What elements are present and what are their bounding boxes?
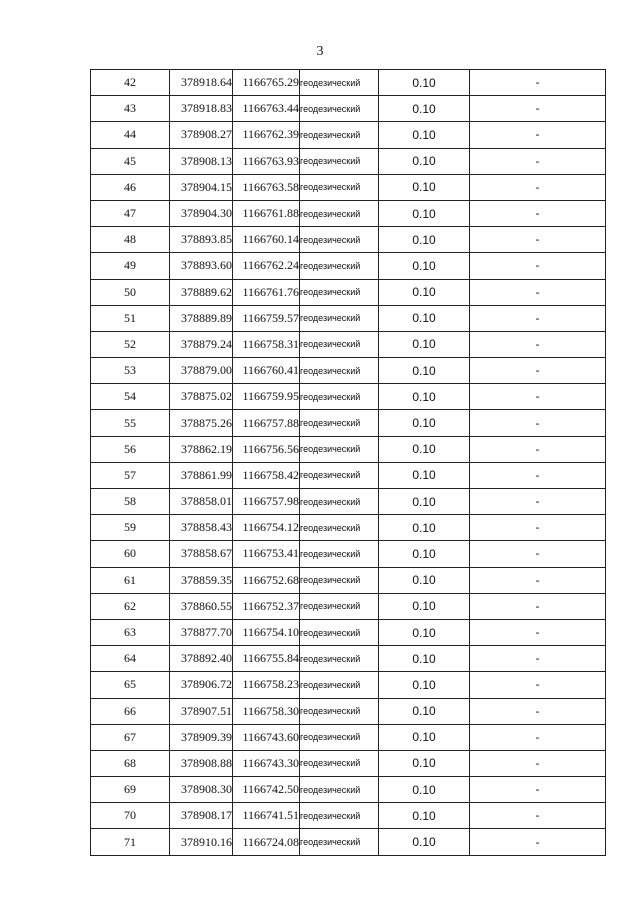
y-coordinate-cell: 1166763.44 — [233, 96, 300, 122]
point-number-cell: 53 — [91, 358, 170, 384]
x-coordinate-cell: 378861.99 — [170, 462, 233, 488]
table-row — [91, 619, 606, 645]
accuracy-cell: 0.10 — [379, 122, 470, 148]
y-coordinate-cell: 1166758.23 — [233, 672, 300, 698]
point-number-cell: 47 — [91, 200, 170, 226]
x-coordinate-cell: 378893.60 — [170, 253, 233, 279]
table-row — [91, 436, 606, 462]
method-cell: геодезический — [300, 593, 379, 619]
table-row — [91, 122, 606, 148]
table-row — [91, 777, 606, 803]
method-cell: геодезический — [300, 829, 379, 855]
point-number-cell: 48 — [91, 227, 170, 253]
method-cell: геодезический — [300, 227, 379, 253]
note-cell: - — [470, 672, 606, 698]
method-cell: геодезический — [300, 777, 379, 803]
note-cell: - — [470, 750, 606, 776]
x-coordinate-cell: 378908.13 — [170, 148, 233, 174]
accuracy-cell: 0.10 — [379, 646, 470, 672]
method-cell: геодезический — [300, 541, 379, 567]
note-cell: - — [470, 331, 606, 357]
note-cell: - — [470, 541, 606, 567]
note-cell: - — [470, 489, 606, 515]
note-cell: - — [470, 646, 606, 672]
point-number-cell: 45 — [91, 148, 170, 174]
note-cell: - — [470, 70, 606, 96]
y-coordinate-cell: 1166758.30 — [233, 698, 300, 724]
method-cell: геодезический — [300, 148, 379, 174]
accuracy-cell: 0.10 — [379, 541, 470, 567]
table-row — [91, 279, 606, 305]
x-coordinate-cell: 378877.70 — [170, 619, 233, 645]
method-cell: геодезический — [300, 331, 379, 357]
method-cell: геодезический — [300, 358, 379, 384]
note-cell: - — [470, 358, 606, 384]
x-coordinate-cell: 378893.85 — [170, 227, 233, 253]
accuracy-cell: 0.10 — [379, 96, 470, 122]
accuracy-cell: 0.10 — [379, 305, 470, 331]
accuracy-cell: 0.10 — [379, 777, 470, 803]
y-coordinate-cell: 1166752.68 — [233, 567, 300, 593]
table-row — [91, 515, 606, 541]
x-coordinate-cell: 378889.89 — [170, 305, 233, 331]
y-coordinate-cell: 1166724.08 — [233, 829, 300, 855]
accuracy-cell: 0.10 — [379, 803, 470, 829]
note-cell: - — [470, 96, 606, 122]
x-coordinate-cell: 378860.55 — [170, 593, 233, 619]
y-coordinate-cell: 1166742.50 — [233, 777, 300, 803]
y-coordinate-cell: 1166759.57 — [233, 305, 300, 331]
table-row — [91, 750, 606, 776]
note-cell: - — [470, 200, 606, 226]
method-cell: геодезический — [300, 200, 379, 226]
y-coordinate-cell: 1166752.37 — [233, 593, 300, 619]
x-coordinate-cell: 378858.01 — [170, 489, 233, 515]
note-cell: - — [470, 515, 606, 541]
table-row — [91, 462, 606, 488]
accuracy-cell: 0.10 — [379, 227, 470, 253]
method-cell: геодезический — [300, 436, 379, 462]
y-coordinate-cell: 1166759.95 — [233, 384, 300, 410]
method-cell: геодезический — [300, 567, 379, 593]
y-coordinate-cell: 1166757.98 — [233, 489, 300, 515]
x-coordinate-cell: 378879.00 — [170, 358, 233, 384]
method-cell: геодезический — [300, 515, 379, 541]
y-coordinate-cell: 1166760.41 — [233, 358, 300, 384]
point-number-cell: 50 — [91, 279, 170, 305]
point-number-cell: 49 — [91, 253, 170, 279]
point-number-cell: 64 — [91, 646, 170, 672]
accuracy-cell: 0.10 — [379, 829, 470, 855]
note-cell: - — [470, 122, 606, 148]
accuracy-cell: 0.10 — [379, 70, 470, 96]
method-cell: геодезический — [300, 174, 379, 200]
y-coordinate-cell: 1166761.88 — [233, 200, 300, 226]
table-row — [91, 541, 606, 567]
accuracy-cell: 0.10 — [379, 358, 470, 384]
coordinates-table — [90, 69, 606, 856]
table-row — [91, 331, 606, 357]
method-cell: геодезический — [300, 646, 379, 672]
table-row — [91, 829, 606, 855]
y-coordinate-cell: 1166743.60 — [233, 724, 300, 750]
x-coordinate-cell: 378918.83 — [170, 96, 233, 122]
accuracy-cell: 0.10 — [379, 750, 470, 776]
point-number-cell: 42 — [91, 70, 170, 96]
note-cell: - — [470, 462, 606, 488]
table-row — [91, 200, 606, 226]
accuracy-cell: 0.10 — [379, 200, 470, 226]
table-row — [91, 148, 606, 174]
x-coordinate-cell: 378875.26 — [170, 410, 233, 436]
table-row — [91, 724, 606, 750]
method-cell: геодезический — [300, 253, 379, 279]
accuracy-cell: 0.10 — [379, 724, 470, 750]
accuracy-cell: 0.10 — [379, 253, 470, 279]
method-cell: геодезический — [300, 462, 379, 488]
table-row — [91, 227, 606, 253]
x-coordinate-cell: 378908.88 — [170, 750, 233, 776]
method-cell: геодезический — [300, 96, 379, 122]
note-cell: - — [470, 436, 606, 462]
x-coordinate-cell: 378908.17 — [170, 803, 233, 829]
point-number-cell: 60 — [91, 541, 170, 567]
y-coordinate-cell: 1166762.24 — [233, 253, 300, 279]
accuracy-cell: 0.10 — [379, 619, 470, 645]
page-number: 3 — [316, 44, 324, 59]
note-cell: - — [470, 803, 606, 829]
accuracy-cell: 0.10 — [379, 462, 470, 488]
table-row — [91, 253, 606, 279]
y-coordinate-cell: 1166757.88 — [233, 410, 300, 436]
table-row — [91, 174, 606, 200]
accuracy-cell: 0.10 — [379, 331, 470, 357]
x-coordinate-cell: 378862.19 — [170, 436, 233, 462]
accuracy-cell: 0.10 — [379, 567, 470, 593]
point-number-cell: 65 — [91, 672, 170, 698]
y-coordinate-cell: 1166754.12 — [233, 515, 300, 541]
method-cell: геодезический — [300, 122, 379, 148]
method-cell: геодезический — [300, 724, 379, 750]
y-coordinate-cell: 1166758.42 — [233, 462, 300, 488]
y-coordinate-cell: 1166743.30 — [233, 750, 300, 776]
method-cell: геодезический — [300, 803, 379, 829]
note-cell: - — [470, 619, 606, 645]
note-cell: - — [470, 724, 606, 750]
y-coordinate-cell: 1166761.76 — [233, 279, 300, 305]
x-coordinate-cell: 378908.30 — [170, 777, 233, 803]
accuracy-cell: 0.10 — [379, 410, 470, 436]
point-number-cell: 56 — [91, 436, 170, 462]
note-cell: - — [470, 174, 606, 200]
point-number-cell: 58 — [91, 489, 170, 515]
point-number-cell: 59 — [91, 515, 170, 541]
y-coordinate-cell: 1166756.56 — [233, 436, 300, 462]
table-row — [91, 646, 606, 672]
x-coordinate-cell: 378859.35 — [170, 567, 233, 593]
method-cell: геодезический — [300, 750, 379, 776]
accuracy-cell: 0.10 — [379, 436, 470, 462]
table-row — [91, 70, 606, 96]
point-number-cell: 61 — [91, 567, 170, 593]
x-coordinate-cell: 378875.02 — [170, 384, 233, 410]
note-cell: - — [470, 384, 606, 410]
method-cell: геодезический — [300, 70, 379, 96]
note-cell: - — [470, 148, 606, 174]
table-row — [91, 305, 606, 331]
point-number-cell: 62 — [91, 593, 170, 619]
y-coordinate-cell: 1166765.29 — [233, 70, 300, 96]
point-number-cell: 67 — [91, 724, 170, 750]
x-coordinate-cell: 378906.72 — [170, 672, 233, 698]
table-row — [91, 96, 606, 122]
y-coordinate-cell: 1166763.58 — [233, 174, 300, 200]
note-cell: - — [470, 305, 606, 331]
point-number-cell: 70 — [91, 803, 170, 829]
y-coordinate-cell: 1166754.10 — [233, 619, 300, 645]
note-cell: - — [470, 567, 606, 593]
note-cell: - — [470, 227, 606, 253]
point-number-cell: 43 — [91, 96, 170, 122]
method-cell: геодезический — [300, 305, 379, 331]
table-row — [91, 698, 606, 724]
y-coordinate-cell: 1166760.14 — [233, 227, 300, 253]
note-cell: - — [470, 253, 606, 279]
table-row — [91, 567, 606, 593]
point-number-cell: 71 — [91, 829, 170, 855]
x-coordinate-cell: 378889.62 — [170, 279, 233, 305]
table-row — [91, 803, 606, 829]
point-number-cell: 69 — [91, 777, 170, 803]
table-row — [91, 593, 606, 619]
table-row — [91, 358, 606, 384]
table-row — [91, 384, 606, 410]
method-cell: геодезический — [300, 410, 379, 436]
note-cell: - — [470, 279, 606, 305]
method-cell: геодезический — [300, 489, 379, 515]
y-coordinate-cell: 1166755.84 — [233, 646, 300, 672]
accuracy-cell: 0.10 — [379, 489, 470, 515]
x-coordinate-cell: 378908.27 — [170, 122, 233, 148]
accuracy-cell: 0.10 — [379, 279, 470, 305]
table-row — [91, 410, 606, 436]
table-row — [91, 672, 606, 698]
method-cell: геодезический — [300, 279, 379, 305]
y-coordinate-cell: 1166762.39 — [233, 122, 300, 148]
note-cell: - — [470, 593, 606, 619]
point-number-cell: 54 — [91, 384, 170, 410]
point-number-cell: 44 — [91, 122, 170, 148]
accuracy-cell: 0.10 — [379, 515, 470, 541]
method-cell: геодезический — [300, 672, 379, 698]
point-number-cell: 55 — [91, 410, 170, 436]
accuracy-cell: 0.10 — [379, 174, 470, 200]
point-number-cell: 46 — [91, 174, 170, 200]
note-cell: - — [470, 777, 606, 803]
accuracy-cell: 0.10 — [379, 148, 470, 174]
x-coordinate-cell: 378907.51 — [170, 698, 233, 724]
y-coordinate-cell: 1166763.93 — [233, 148, 300, 174]
point-number-cell: 63 — [91, 619, 170, 645]
point-number-cell: 51 — [91, 305, 170, 331]
accuracy-cell: 0.10 — [379, 593, 470, 619]
x-coordinate-cell: 378879.24 — [170, 331, 233, 357]
x-coordinate-cell: 378858.67 — [170, 541, 233, 567]
y-coordinate-cell: 1166753.41 — [233, 541, 300, 567]
x-coordinate-cell: 378910.16 — [170, 829, 233, 855]
x-coordinate-cell: 378909.39 — [170, 724, 233, 750]
accuracy-cell: 0.10 — [379, 672, 470, 698]
point-number-cell: 52 — [91, 331, 170, 357]
x-coordinate-cell: 378904.15 — [170, 174, 233, 200]
table-row — [91, 489, 606, 515]
point-number-cell: 66 — [91, 698, 170, 724]
x-coordinate-cell: 378858.43 — [170, 515, 233, 541]
accuracy-cell: 0.10 — [379, 384, 470, 410]
note-cell: - — [470, 410, 606, 436]
point-number-cell: 57 — [91, 462, 170, 488]
x-coordinate-cell: 378918.64 — [170, 70, 233, 96]
y-coordinate-cell: 1166758.31 — [233, 331, 300, 357]
method-cell: геодезический — [300, 619, 379, 645]
coordinates-table-body — [91, 70, 606, 856]
accuracy-cell: 0.10 — [379, 698, 470, 724]
note-cell: - — [470, 829, 606, 855]
x-coordinate-cell: 378892.40 — [170, 646, 233, 672]
x-coordinate-cell: 378904.30 — [170, 200, 233, 226]
note-cell: - — [470, 698, 606, 724]
point-number-cell: 68 — [91, 750, 170, 776]
method-cell: геодезический — [300, 384, 379, 410]
y-coordinate-cell: 1166741.51 — [233, 803, 300, 829]
method-cell: геодезический — [300, 698, 379, 724]
